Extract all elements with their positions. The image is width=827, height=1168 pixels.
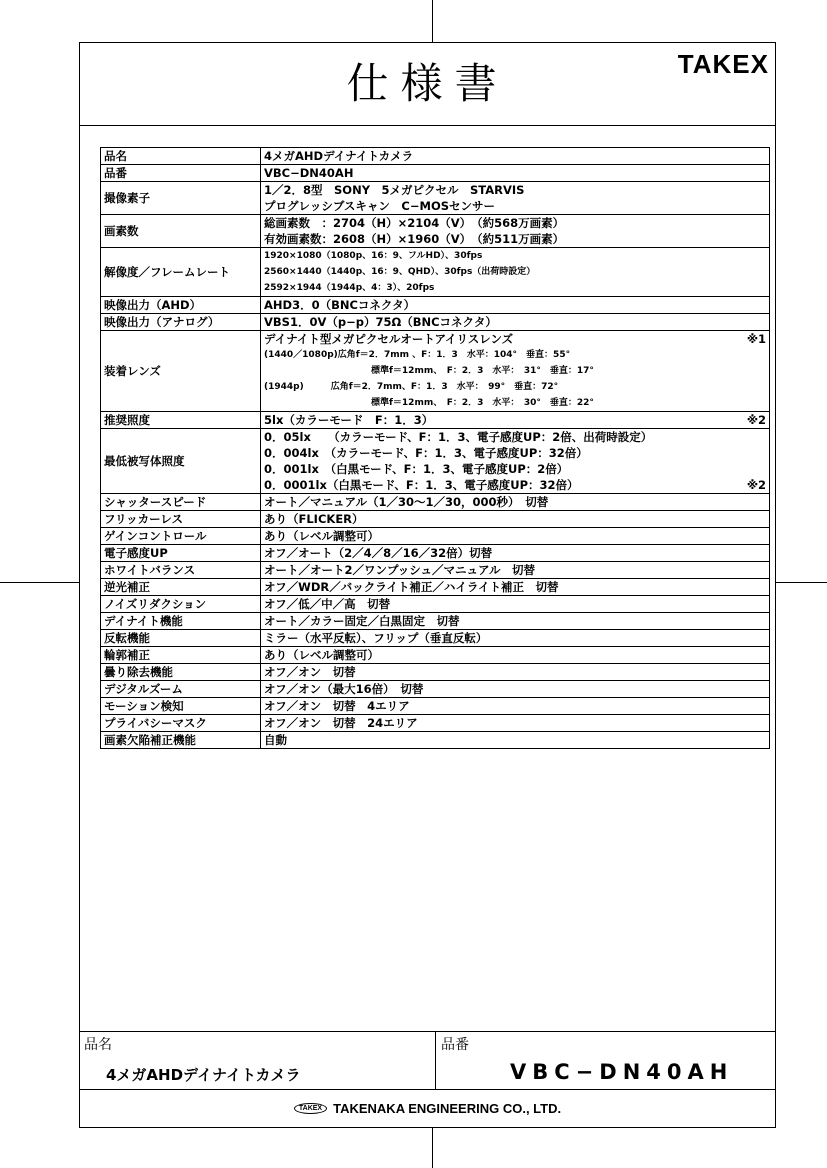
spec-value bbox=[261, 412, 770, 429]
spec-value-text: 総画素数 ：2704（H）×2104（V） （約568万画素） bbox=[264, 216, 565, 230]
spec-row bbox=[101, 215, 770, 248]
spec-table bbox=[100, 147, 770, 749]
spec-value bbox=[261, 511, 770, 528]
spec-value-text: 2560×1440（1440p、16：9、QHD）、30fps（出荷時設定） bbox=[264, 267, 536, 277]
spec-row bbox=[101, 297, 770, 314]
spec-value-line bbox=[264, 314, 766, 330]
spec-value-text: オフ／オン 切替 24エリア bbox=[264, 716, 418, 730]
spec-value-line bbox=[264, 215, 766, 231]
spec-row bbox=[101, 429, 770, 494]
spec-value-line bbox=[264, 280, 766, 296]
spec-label: 最低被写体照度 bbox=[101, 429, 261, 494]
spec-value-line bbox=[264, 363, 766, 379]
spec-label: 品名 bbox=[101, 148, 261, 165]
spec-value-line bbox=[264, 664, 766, 680]
spec-value-line bbox=[264, 579, 766, 595]
spec-value bbox=[261, 248, 770, 297]
spec-row bbox=[101, 681, 770, 698]
spec-value-line bbox=[264, 182, 766, 198]
spec-row bbox=[101, 698, 770, 715]
spec-value-text: 有効画素数：2608（H）×1960（V） （約511万画素） bbox=[264, 232, 565, 246]
crop-mark-bottom bbox=[432, 1128, 433, 1168]
spec-value bbox=[261, 579, 770, 596]
spec-label: プライバシーマスク bbox=[101, 715, 261, 732]
spec-value-text: 標準f＝12mm、 F：2．3 水平： 31° 垂直：17° bbox=[371, 366, 594, 376]
spec-row bbox=[101, 613, 770, 630]
spec-label: シャッタースピード bbox=[101, 494, 261, 511]
spec-value-text: 0．001lx （白黒モード、F：1．3、電子感度UP：2倍） bbox=[264, 462, 569, 476]
spec-value-line bbox=[264, 379, 766, 395]
spec-row bbox=[101, 545, 770, 562]
spec-value bbox=[261, 545, 770, 562]
spec-value-text: 2592×1944（1944p、4：3）、20fps bbox=[264, 283, 435, 293]
spec-row bbox=[101, 182, 770, 215]
spec-value-text: あり（レベル調整可） bbox=[264, 648, 379, 662]
spec-value-line bbox=[264, 412, 766, 428]
spec-row bbox=[101, 562, 770, 579]
spec-value-text: VBS1．0V（p−p）75Ω（BNCコネクタ） bbox=[264, 315, 497, 329]
footer bbox=[80, 1031, 775, 1127]
spec-value-line bbox=[264, 715, 766, 731]
spec-value-line bbox=[264, 613, 766, 629]
spec-value-line bbox=[264, 630, 766, 646]
spec-label: 品番 bbox=[101, 165, 261, 182]
spec-value bbox=[261, 596, 770, 613]
spec-value-text: 0．05lx （カラーモード、F：1．3、電子感度UP：2倍、出荷時設定） bbox=[264, 430, 653, 444]
spec-row bbox=[101, 528, 770, 545]
spec-value-text: (1440／1080p)広角f＝2．7mm 、F：1．3 水平：104° 垂直：55° bbox=[264, 350, 571, 360]
spec-note: ※1 bbox=[746, 332, 766, 346]
spec-value-text: 4メガAHDデイナイトカメラ bbox=[264, 149, 414, 163]
spec-value-line bbox=[264, 732, 766, 748]
spec-value-line bbox=[264, 647, 766, 663]
spec-value-line bbox=[264, 596, 766, 612]
spec-value-text: プログレッシブスキャン C−MOSセンサー bbox=[264, 199, 496, 213]
crop-mark-right bbox=[776, 582, 827, 583]
company-name: TAKENAKA ENGINEERING CO., LTD. bbox=[333, 1100, 562, 1116]
footer-name-value: 4メガAHDデイナイトカメラ bbox=[106, 1066, 301, 1084]
spec-row bbox=[101, 248, 770, 297]
spec-value bbox=[261, 165, 770, 182]
footer-code-label: 品番 bbox=[441, 1037, 469, 1053]
spec-value bbox=[261, 732, 770, 749]
spec-label: 解像度／フレームレート bbox=[101, 248, 261, 297]
footer-info-box bbox=[80, 1031, 775, 1090]
spec-label: 輪郭補正 bbox=[101, 647, 261, 664]
spec-sheet bbox=[79, 42, 776, 1128]
spec-value-text: (1944p) 広角f＝2．7mm、F：1．3 水平： 99° 垂直：72° bbox=[264, 382, 559, 392]
spec-value bbox=[261, 630, 770, 647]
spec-value bbox=[261, 647, 770, 664]
spec-value-line bbox=[264, 445, 766, 461]
spec-label: デイナイト機能 bbox=[101, 613, 261, 630]
spec-value-line bbox=[264, 264, 766, 280]
spec-label: ゲインコントロール bbox=[101, 528, 261, 545]
spec-value bbox=[261, 331, 770, 412]
company-logo: TAKEX bbox=[294, 1103, 327, 1114]
spec-row bbox=[101, 165, 770, 182]
spec-value bbox=[261, 314, 770, 331]
spec-value-line bbox=[264, 511, 766, 527]
page-title: 仕様書 bbox=[346, 59, 509, 108]
spec-value-line bbox=[264, 477, 766, 493]
spec-value-line bbox=[264, 297, 766, 313]
spec-label: 画素数 bbox=[101, 215, 261, 248]
spec-row bbox=[101, 596, 770, 613]
spec-value bbox=[261, 148, 770, 165]
spec-note: ※2 bbox=[746, 413, 766, 427]
crop-mark-top bbox=[432, 0, 433, 42]
spec-row bbox=[101, 732, 770, 749]
footer-name-label: 品名 bbox=[84, 1037, 112, 1053]
spec-value-line bbox=[264, 148, 766, 164]
spec-row bbox=[101, 412, 770, 429]
spec-label: ホワイトバランス bbox=[101, 562, 261, 579]
spec-value bbox=[261, 215, 770, 248]
spec-value-text: 5lx（カラーモード F：1．3） bbox=[264, 413, 434, 427]
spec-value-text: 0．0001lx（白黒モード、F：1．3、電子感度UP：32倍） bbox=[264, 478, 579, 492]
spec-value bbox=[261, 494, 770, 511]
spec-value-text: 1920×1080（1080p、16：9、フルHD）、30fps bbox=[264, 251, 483, 261]
spec-label: 電子感度UP bbox=[101, 545, 261, 562]
spec-row bbox=[101, 647, 770, 664]
spec-value bbox=[261, 698, 770, 715]
spec-label: モーション検知 bbox=[101, 698, 261, 715]
spec-row bbox=[101, 331, 770, 412]
spec-value-line bbox=[264, 429, 766, 445]
spec-value-line bbox=[264, 231, 766, 247]
spec-note: ※2 bbox=[746, 478, 766, 492]
spec-value-text: オート／マニュアル（1／30〜1／30，000秒） 切替 bbox=[264, 495, 549, 509]
spec-value-text: 標準f＝12mm、 F：2．3 水平： 30° 垂直：22° bbox=[371, 398, 594, 408]
spec-value-text: あり（レベル調整可） bbox=[264, 529, 379, 543]
brand-logo: TAKEX bbox=[677, 49, 769, 79]
spec-value-text: デイナイト型メガピクセルオートアイリスレンズ bbox=[264, 332, 514, 346]
spec-label: デジタルズーム bbox=[101, 681, 261, 698]
spec-value-text: オフ／オート（2／4／8／16／32倍）切替 bbox=[264, 546, 493, 560]
spec-value-line bbox=[264, 347, 766, 363]
spec-value-line bbox=[264, 165, 766, 181]
spec-value-line bbox=[264, 331, 766, 347]
spec-value-line bbox=[264, 681, 766, 697]
spec-value-text: AHD3．0（BNCコネクタ） bbox=[264, 298, 416, 312]
spec-value bbox=[261, 715, 770, 732]
spec-label: フリッカーレス bbox=[101, 511, 261, 528]
spec-value-text: 自動 bbox=[264, 733, 287, 747]
crop-mark-left bbox=[0, 582, 79, 583]
spec-value-text: オフ／オン 切替 bbox=[264, 665, 356, 679]
spec-label: 画素欠陥補正機能 bbox=[101, 732, 261, 749]
spec-value-text: オフ／WDR／バックライト補正／ハイライト補正 切替 bbox=[264, 580, 559, 594]
company-line bbox=[80, 1089, 775, 1127]
footer-code-value: VBC−DN40AH bbox=[510, 1060, 734, 1084]
spec-value bbox=[261, 681, 770, 698]
spec-row bbox=[101, 148, 770, 165]
spec-value-line bbox=[264, 528, 766, 544]
spec-value-line bbox=[264, 198, 766, 214]
spec-value-text: オート／オート2／ワンプッシュ／マニュアル 切替 bbox=[264, 563, 536, 577]
spec-value bbox=[261, 182, 770, 215]
spec-label: 装着レンズ bbox=[101, 331, 261, 412]
spec-label: 撮像素子 bbox=[101, 182, 261, 215]
spec-value bbox=[261, 528, 770, 545]
spec-value bbox=[261, 613, 770, 630]
spec-value-text: あり（FLICKER） bbox=[264, 512, 364, 526]
spec-value-line bbox=[264, 395, 766, 411]
spec-value-text: オート／カラー固定／白黒固定 切替 bbox=[264, 614, 460, 628]
footer-divider bbox=[435, 1032, 436, 1089]
spec-value-line bbox=[264, 494, 766, 510]
spec-row bbox=[101, 579, 770, 596]
title-divider bbox=[80, 125, 775, 126]
spec-label: 曇り除去機能 bbox=[101, 664, 261, 681]
spec-row bbox=[101, 664, 770, 681]
spec-label: 映像出力（AHD） bbox=[101, 297, 261, 314]
spec-label: ノイズリダクション bbox=[101, 596, 261, 613]
spec-value-text: オフ／低／中／高 切替 bbox=[264, 597, 391, 611]
spec-label: 反転機能 bbox=[101, 630, 261, 647]
spec-value-line bbox=[264, 461, 766, 477]
spec-value-text: 0．004lx （カラーモード、F：1．3、電子感度UP：32倍） bbox=[264, 446, 588, 460]
spec-label: 映像出力（アナログ） bbox=[101, 314, 261, 331]
spec-row bbox=[101, 494, 770, 511]
spec-value bbox=[261, 429, 770, 494]
spec-value-text: 1／2．8型 SONY 5メガピクセル STARVIS bbox=[264, 183, 525, 197]
spec-value-line bbox=[264, 545, 766, 561]
spec-value bbox=[261, 664, 770, 681]
spec-row bbox=[101, 511, 770, 528]
spec-value-text: オフ／オン 切替 4エリア bbox=[264, 699, 410, 713]
spec-value-text: VBC−DN40AH bbox=[264, 166, 354, 180]
spec-row bbox=[101, 314, 770, 331]
spec-row bbox=[101, 715, 770, 732]
spec-value-text: ミラー（水平反転）、フリップ（垂直反転） bbox=[264, 631, 488, 645]
spec-label: 逆光補正 bbox=[101, 579, 261, 596]
spec-value-line bbox=[264, 248, 766, 264]
spec-value bbox=[261, 562, 770, 579]
spec-value-text: オフ／オン（最大16倍） 切替 bbox=[264, 682, 424, 696]
spec-value-line bbox=[264, 562, 766, 578]
spec-label: 推奨照度 bbox=[101, 412, 261, 429]
spec-value-line bbox=[264, 698, 766, 714]
spec-row bbox=[101, 630, 770, 647]
spec-value bbox=[261, 297, 770, 314]
